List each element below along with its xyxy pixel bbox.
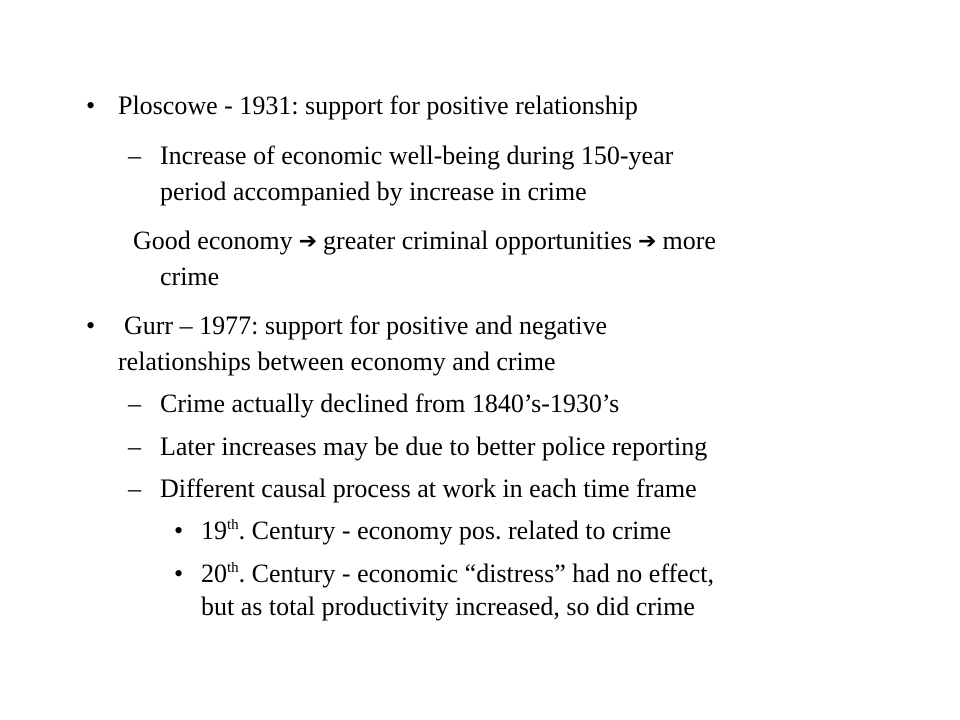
bullet-marker: • [174,516,184,545]
chain-part-good-economy: Good economy [133,226,293,255]
century-number: 19 [201,516,227,545]
sub-item-text: Different causal process at work in each time frame [160,474,697,503]
bullet-marker: • [86,311,96,340]
item-line-1: Gurr – 1977: support for positive and negative [124,311,608,340]
chain-part-more: more [662,226,716,255]
dash-marker: – [128,389,141,418]
dash-marker: – [128,432,141,461]
bullet-marker: • [86,91,96,120]
sub-item-line-2: period accompanied by increase in crime [160,177,587,206]
subsub-item-text [201,516,671,546]
century-description: . Century - economy pos. related to crime [238,516,672,545]
sub-item-line-1: Increase of economic well-being during 150-year [160,141,674,170]
item-text: Ploscowe - 1931: support for positive relationship [118,91,638,120]
dash-marker: – [128,141,141,170]
subsub-item-line-2: but as total productivity increased, so did crime [201,592,695,621]
right-arrow-icon: ➔ [638,229,657,254]
century-description: . Century - economic “distress” had no effect, [238,559,714,588]
causal-chain-line [133,226,716,257]
subsub-item-line-1 [201,559,714,589]
dash-marker: – [128,474,141,503]
item-line-2: relationships between economy and crime [118,347,556,376]
bullet-marker: • [174,559,184,588]
causal-chain-continuation: crime [160,262,220,291]
sub-item-text: Later increases may be due to better police reporting [160,432,708,461]
ordinal-suffix: th [227,560,239,576]
right-arrow-icon: ➔ [298,229,318,254]
sub-item-text: Crime actually declined from 1840’s-1930’s [160,389,620,418]
century-number: 20 [201,559,227,588]
ordinal-suffix: th [227,517,239,533]
chain-part-opportunities: greater criminal opportunities [323,226,633,255]
